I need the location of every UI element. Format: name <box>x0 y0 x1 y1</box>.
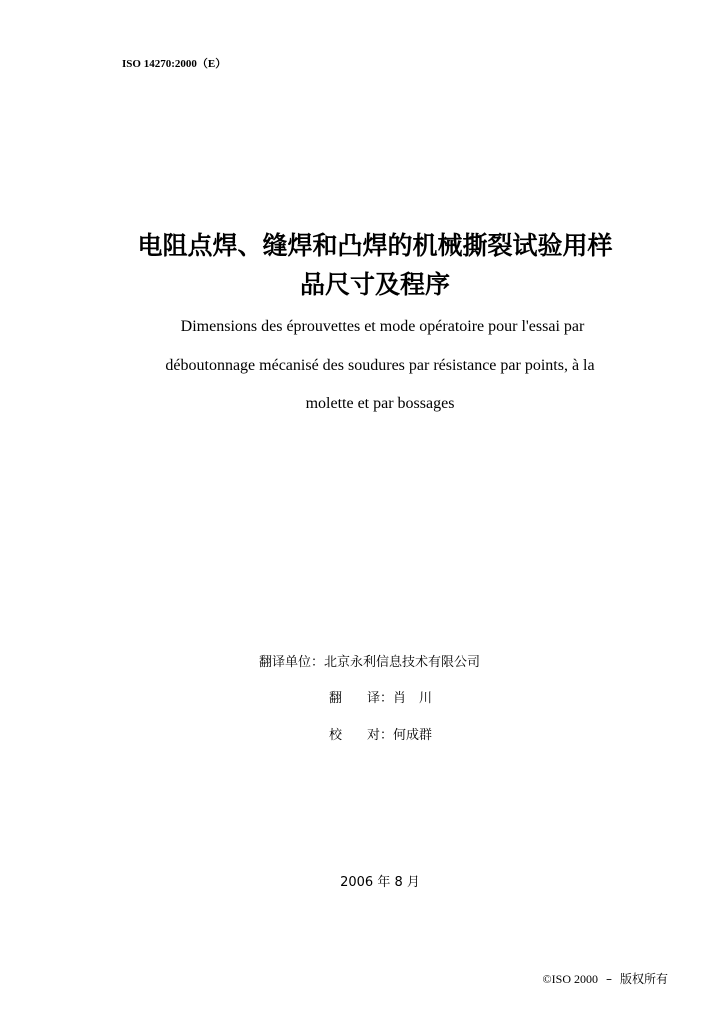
chinese-title-line-2: 品尺寸及程序 <box>299 270 450 299</box>
french-title-line-1: Dimensions des éprouvettes et mode opératoire pour l'essai par <box>180 318 585 335</box>
rights-reserved-text: 版权所有 <box>619 972 668 986</box>
document-id: ISO 14270:2000（E） <box>122 58 227 70</box>
translator <box>329 687 432 706</box>
chinese-title-line-1: 电阻点焊、缝焊和凸焊的机械撕裂试验用样 <box>137 231 613 260</box>
footer-separator: – <box>605 972 612 986</box>
reviewer <box>329 724 432 743</box>
translator-label-first: 翻 <box>329 691 343 706</box>
footer-copyright <box>543 970 668 987</box>
translator-name: 肖 川 <box>393 691 433 706</box>
translator-label-second: 译： <box>367 691 394 706</box>
french-title-line-3: molette et par bossages <box>305 395 455 412</box>
reviewer-name: 何成群 <box>393 728 433 743</box>
translation-unit-label: 翻译单位： <box>259 655 325 670</box>
copyright-text: ©ISO 2000 <box>542 972 598 986</box>
translation-unit-value: 北京永利信息技术有限公司 <box>324 655 481 670</box>
reviewer-label-first: 校 <box>329 728 343 743</box>
translation-unit <box>259 651 480 670</box>
reviewer-label-second: 对： <box>367 728 394 743</box>
publication-date: 2006 年 8 月 <box>340 875 420 890</box>
french-title-line-2: déboutonnage mécanisé des soudures par résistance par points, à la <box>165 357 595 374</box>
